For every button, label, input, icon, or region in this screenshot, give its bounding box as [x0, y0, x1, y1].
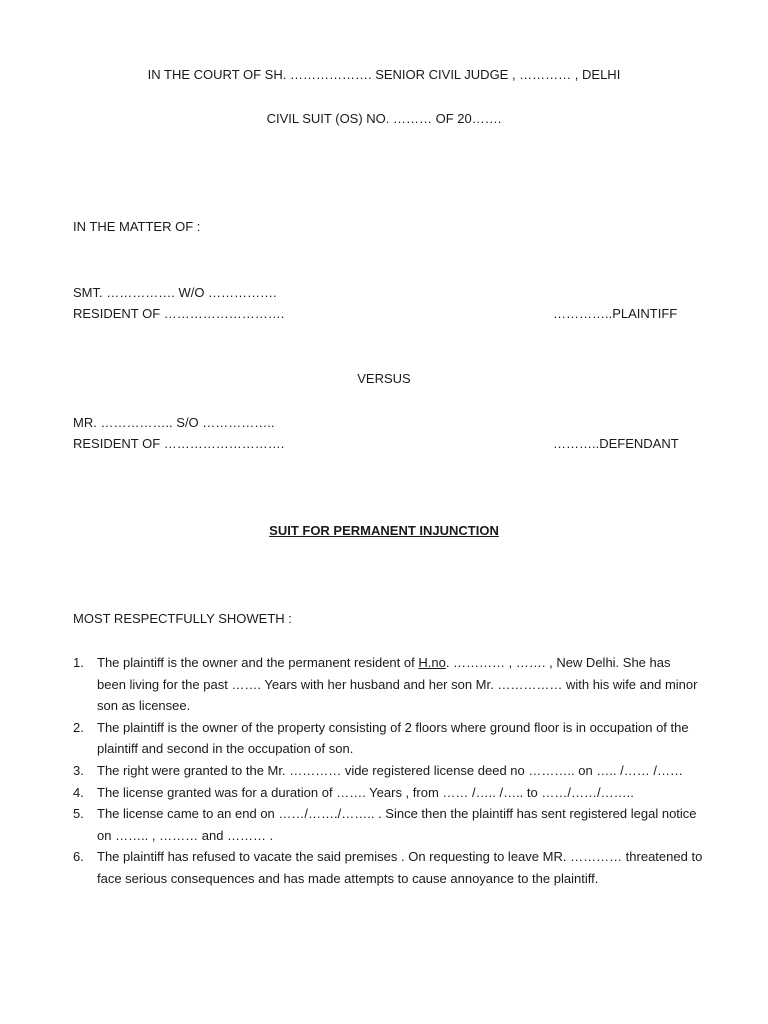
list-item: [73, 846, 703, 889]
list-item: [73, 717, 703, 760]
paragraph-number: 5.: [73, 806, 84, 822]
list-item: [73, 652, 703, 717]
plaintiff-role: …………..PLAINTIFF: [553, 306, 678, 321]
paragraph-number: 6.: [73, 849, 84, 865]
defendant-residence: RESIDENT OF ……………………….: [73, 436, 285, 451]
paragraph-number: 1.: [73, 655, 84, 670]
defendant-name-line: MR. …………….. S/O ……………..: [73, 415, 275, 430]
paragraph-text: [97, 652, 703, 717]
suit-title: SUIT FOR PERMANENT INJUNCTION: [269, 523, 499, 538]
paragraph-number: 2.: [73, 719, 84, 735]
suit-number: CIVIL SUIT (OS) NO. ……… OF 20…….: [266, 111, 502, 126]
paragraph-text-part: . ………… , ……. , New Delhi. She has been living for the past ……. Years with her husband and her son Mr. …………… with his wife and minor son as licensee.: [97, 655, 698, 714]
paragraph-text: The plaintiff has refused to vacate the said premises . On requesting to leave MR. ………… threatened to face serious consequences and has made attempts to cause annoyance to the plaintiff.: [97, 849, 703, 886]
paragraph-text: The license came to an end on ……/……./…….. . Since then the plaintiff has sent registered legal notice on …….. , ……… and ……… .: [97, 806, 697, 843]
paragraph-text: The right were granted to the Mr. ………… vide registered license deed no ……….. on ….. /…… /……: [97, 762, 683, 778]
paragraph-text-part: The plaintiff is the owner and the permanent resident of: [97, 655, 419, 670]
matter-heading: IN THE MATTER OF :: [73, 219, 201, 234]
paragraph-text: The license granted was for a duration of ……. Years , from …… /….. /….. to ……/……/……..: [97, 784, 634, 800]
court-heading: IN THE COURT OF SH. ………………. SENIOR CIVIL JUDGE , ………… , DELHI: [147, 67, 621, 82]
plaintiff-residence: RESIDENT OF ……………………….: [73, 306, 285, 321]
paragraph-number: 3.: [73, 762, 84, 778]
defendant-role: ………..DEFENDANT: [553, 436, 679, 451]
versus-label: VERSUS: [357, 371, 411, 386]
plaintiff-name-line: SMT. ……………. W/O …………….: [73, 285, 277, 300]
list-item: [73, 803, 703, 846]
list-item: [73, 760, 703, 782]
paragraph-number: 4.: [73, 784, 84, 800]
list-item: [73, 782, 703, 804]
paragraph-list: [73, 652, 703, 890]
paragraph-text: The plaintiff is the owner of the property consisting of 2 floors where ground floor is in occupation of the plaintiff and second in the occupation of son.: [97, 719, 689, 757]
showeth-heading: MOST RESPECTFULLY SHOWETH :: [73, 611, 292, 626]
hno-link: H.no: [418, 655, 446, 670]
